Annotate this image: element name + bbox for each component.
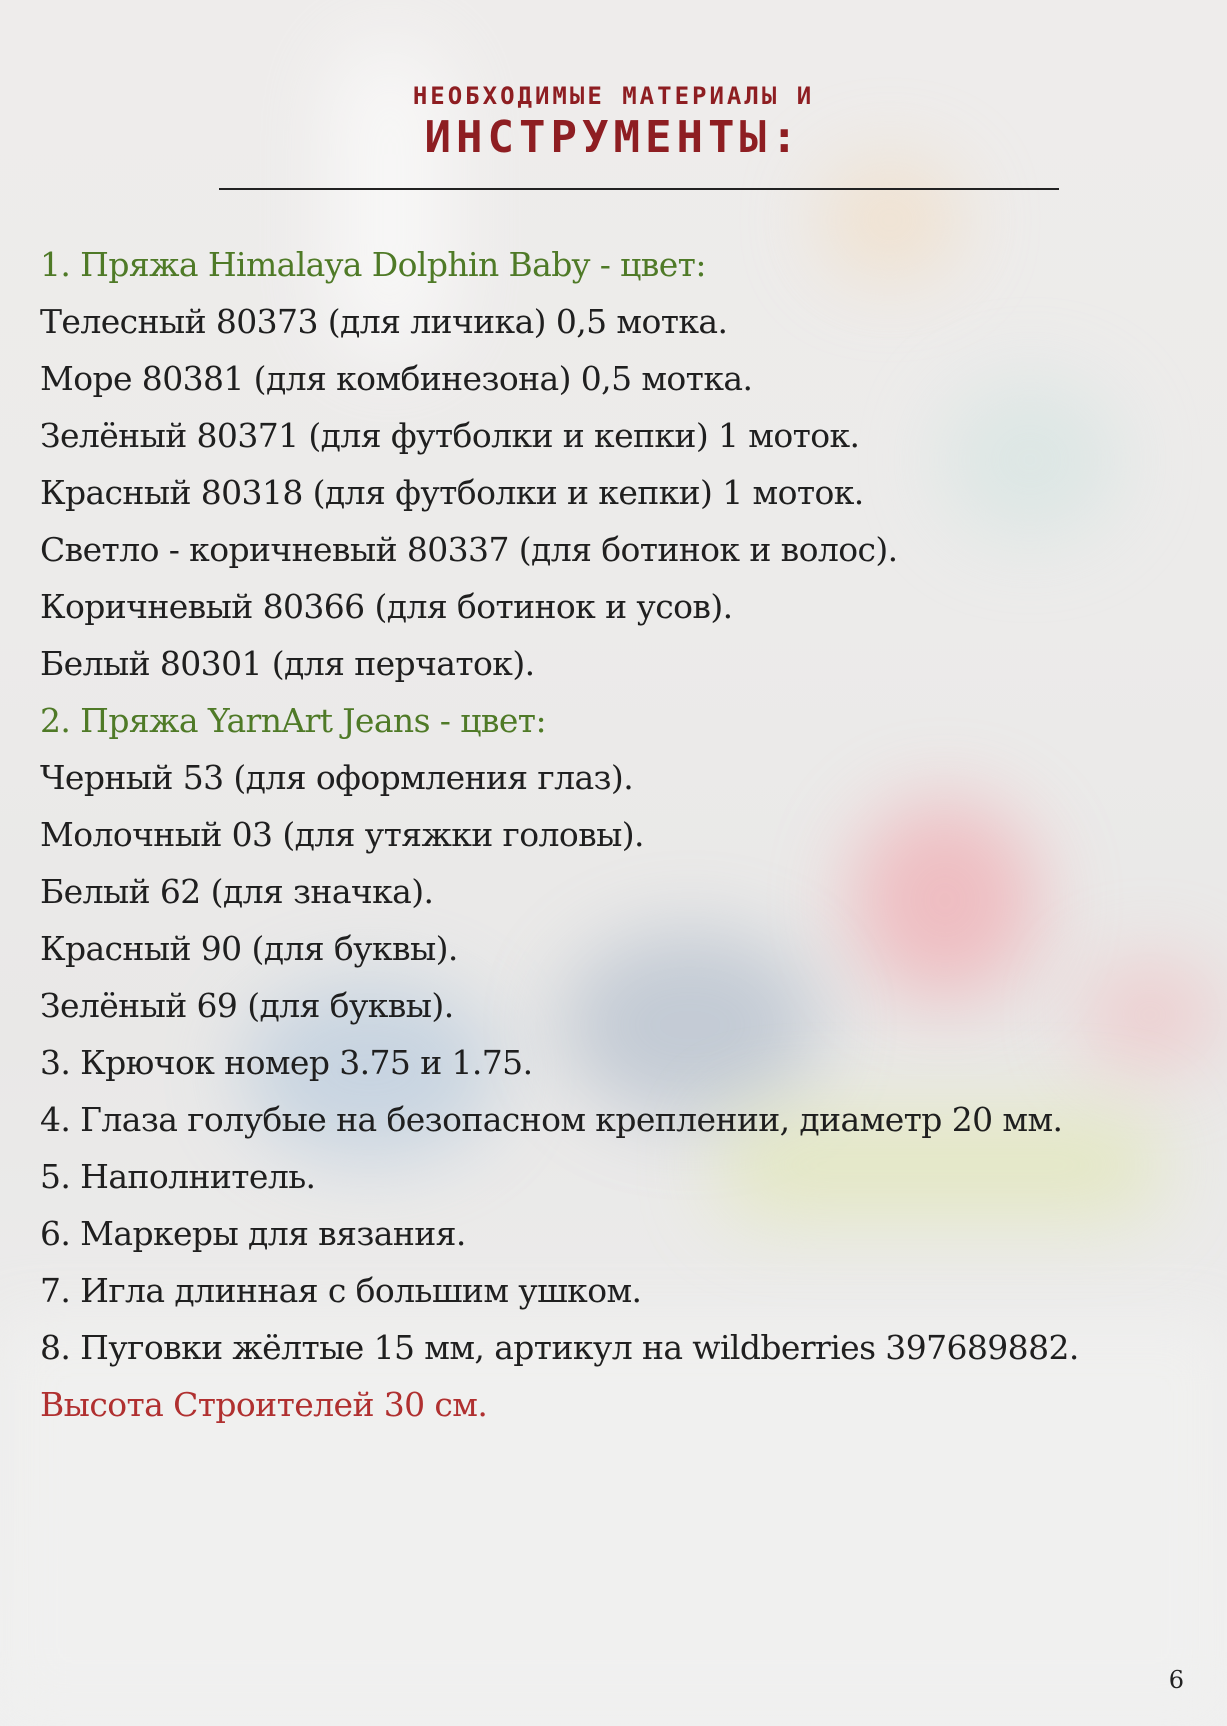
list-item: Красный 90 (для буквы).: [40, 929, 458, 968]
list-item: Зелёный 80371 (для футболки и кепки) 1 моток.: [40, 416, 860, 455]
list-item: Красный 80318 (для футболки и кепки) 1 моток.: [40, 473, 864, 512]
page-title-line2: ИНСТРУМЕНТЫ:: [424, 112, 803, 163]
list-item: Коричневый 80366 (для ботинок и усов).: [40, 587, 733, 626]
page-number: 6: [1168, 1666, 1184, 1694]
list-item: Молочный 03 (для утяжки головы).: [40, 815, 644, 854]
list-item: 2. Пряжа YarnArt Jeans - цвет:: [40, 701, 546, 740]
list-item: 8. Пуговки жёлтые 15 мм, артикул на wildberries 397689882.: [40, 1328, 1079, 1367]
list-item: Светло - коричневый 80337 (для ботинок и волос).: [40, 530, 898, 569]
list-item: Белый 80301 (для перчаток).: [40, 644, 535, 683]
list-item: 1. Пряжа Himalaya Dolphin Baby - цвет:: [40, 245, 706, 284]
list-item: 5. Наполнитель.: [40, 1157, 316, 1196]
list-item: Море 80381 (для комбинезона) 0,5 мотка.: [40, 359, 753, 398]
list-item: 4. Глаза голубые на безопасном креплении, диаметр 20 мм.: [40, 1100, 1063, 1139]
title-divider: [219, 188, 1059, 190]
list-item: 7. Игла длинная с большим ушком.: [40, 1271, 642, 1310]
list-item: Телесный 80373 (для личика) 0,5 мотка.: [40, 302, 728, 341]
list-item: Белый 62 (для значка).: [40, 872, 434, 911]
list-item: Зелёный 69 (для буквы).: [40, 986, 454, 1025]
materials-list: [40, 236, 1200, 1433]
list-item: 3. Крючок номер 3.75 и 1.75.: [40, 1043, 533, 1082]
list-item: 6. Маркеры для вязания.: [40, 1214, 466, 1253]
list-item: Высота Строителей 30 см.: [40, 1385, 488, 1424]
list-item: Черный 53 (для оформления глаз).: [40, 758, 634, 797]
page-title-line1: НЕОБХОДИМЫЕ МАТЕРИАЛЫ И: [412, 82, 815, 110]
